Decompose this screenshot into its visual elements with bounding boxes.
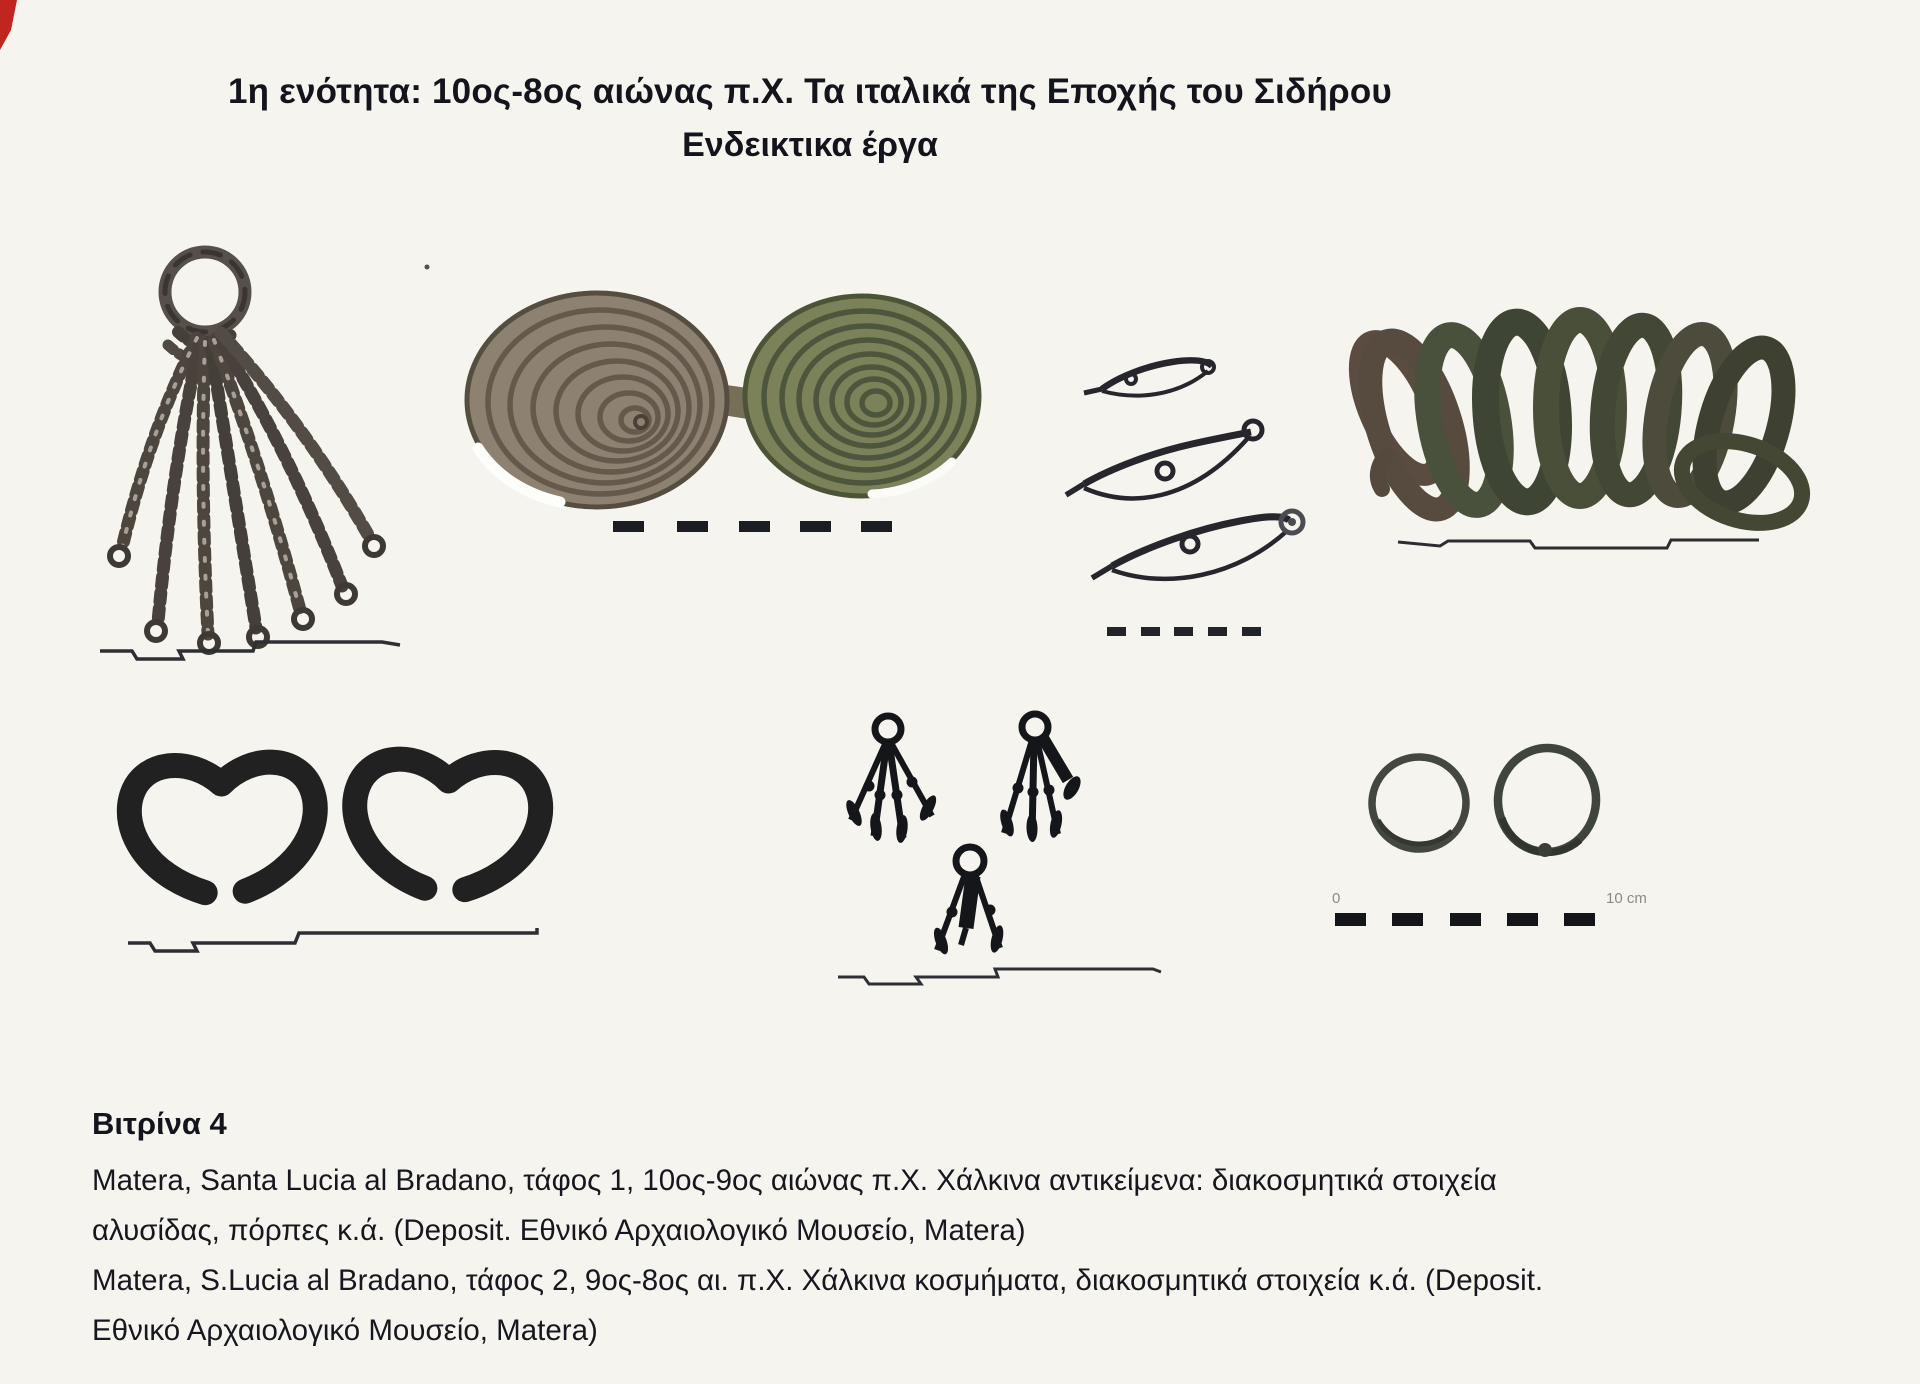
caption-paragraph-1: Matera, Santa Lucia al Bradano, τάφος 1, 10ος-9ος αιώνας π.Χ. Χάλκινα αντικείμενα: διακοσμητικά στοιχεία αλυσίδας, πόρπες κ.ά. (Deposit. Εθνικό Αρχαιολογικό Μουσείο, Matera) [92, 1164, 1497, 1247]
mini-pendant-c [931, 847, 1006, 956]
scan-speck [425, 265, 430, 270]
rings-figure [1367, 745, 1599, 857]
page-title [228, 72, 1392, 165]
rings-scale-bar [1332, 890, 1647, 926]
fibula-small [1084, 360, 1214, 395]
spectacle-spiral-figure [467, 293, 979, 507]
page-title-line2: Ενδεικτικα έργα [682, 126, 938, 164]
fibula-large [1092, 511, 1303, 579]
rings-scale-zero-label: 0 [1332, 890, 1341, 907]
spiral-coil-scale-bar [1398, 540, 1759, 548]
fibulae-drawings-figure [1066, 360, 1303, 579]
spectacle-spiral-scale-bar [613, 521, 892, 532]
heart-bracelets-scale-bar [128, 928, 537, 951]
caption-paragraph-2: Matera, S.Lucia al Bradano, τάφος 2, 9ος-8ος αι. π.Χ. Χάλκινα κοσμήματα, διακοσμητικά στοιχεία κ.ά. (Deposit. Εθνικό Αρχαιολογικό Μουσείο, Matera) [92, 1264, 1544, 1347]
chain-pendant-figure [110, 252, 383, 652]
caption-heading: Βιτρίνα 4 [92, 1106, 227, 1141]
heart-bracelets-figure [128, 758, 543, 896]
mini-pendants-figure [843, 714, 1084, 956]
scan-corner-mark [0, 0, 17, 50]
mini-pendant-b [997, 714, 1084, 842]
mini-pendant-a [843, 716, 939, 844]
spiral-coil-figure [1343, 320, 1812, 538]
fibula-medium [1066, 421, 1262, 498]
caption-block [92, 1106, 1622, 1356]
mini-pendants-scale-bar [838, 969, 1161, 984]
rings-scale-ten-cm-label: 10 cm [1606, 890, 1647, 907]
fibulae-scale-bar [1107, 627, 1261, 636]
page-title-line1: 1η ενότητα: 10ος-8ος αιώνας π.Χ. Τα ιταλικά της Εποχής του Σιδήρου [228, 72, 1392, 111]
